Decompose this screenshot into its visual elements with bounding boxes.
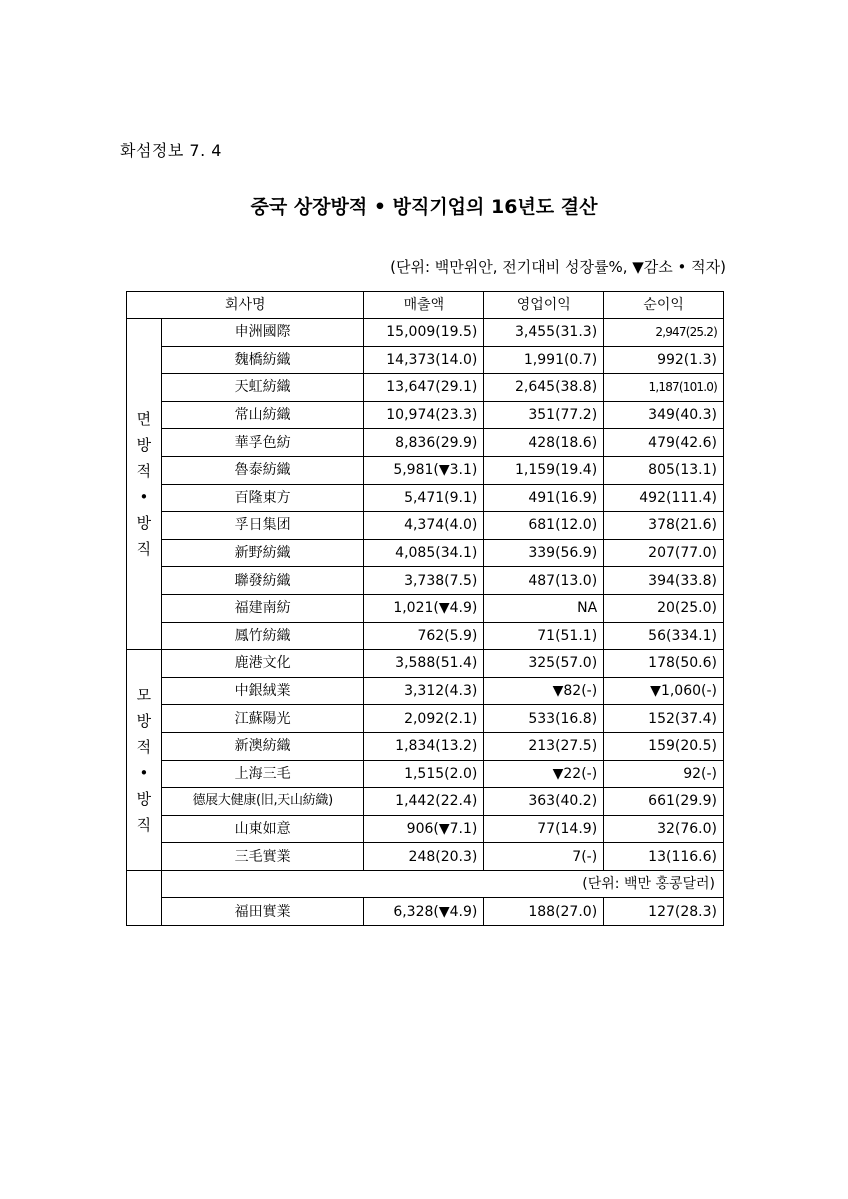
- sales-value: 1,834(13.2): [364, 732, 484, 760]
- operating-profit-value: 363(40.2): [484, 788, 604, 816]
- group-char: 방: [136, 790, 152, 808]
- operating-profit-value: 351(77.2): [484, 401, 604, 429]
- net-profit-value: 127(28.3): [604, 898, 724, 926]
- operating-profit-value: 1,159(19.4): [484, 456, 604, 484]
- net-profit-value: 178(50.6): [604, 650, 724, 678]
- sales-value: 13,647(29.1): [364, 374, 484, 402]
- results-table: [126, 291, 724, 926]
- group-char: 면: [136, 410, 152, 429]
- company-name: 德展大健康(旧,天山紡織): [161, 788, 364, 816]
- operating-profit-value: 491(16.9): [484, 484, 604, 512]
- sales-value: 3,738(7.5): [364, 567, 484, 595]
- company-name: 中銀絨業: [161, 677, 364, 705]
- sales-value: 906(▼7.1): [364, 815, 484, 843]
- sales-value: 1,442(22.4): [364, 788, 484, 816]
- operating-profit-value: NA: [484, 594, 604, 622]
- table-row: [127, 567, 724, 595]
- sales-value: 1,515(2.0): [364, 760, 484, 788]
- net-profit-value: 661(29.9): [604, 788, 724, 816]
- company-name: 上海三毛: [161, 760, 364, 788]
- net-profit-value: 207(77.0): [604, 539, 724, 567]
- net-profit-value: 20(25.0): [604, 594, 724, 622]
- net-profit-value: 152(37.4): [604, 705, 724, 733]
- company-name: 鹿港文化: [161, 650, 364, 678]
- table-row: [127, 429, 724, 457]
- group-char: 모: [136, 686, 152, 704]
- operating-profit-value: 428(18.6): [484, 429, 604, 457]
- company-name: 魏橋紡織: [161, 346, 364, 374]
- sales-value: 2,092(2.1): [364, 705, 484, 733]
- group-char: 적: [136, 462, 152, 481]
- table-row: [127, 594, 724, 622]
- company-name: 江蘇陽光: [161, 705, 364, 733]
- table-row: [127, 732, 724, 760]
- unit-note: (단위: 백만위안, 전기대비 성장률%, ▼감소 • 적자): [390, 258, 726, 276]
- group-char: •: [139, 764, 149, 782]
- sales-value: 10,974(23.3): [364, 401, 484, 429]
- operating-profit-value: 339(56.9): [484, 539, 604, 567]
- table-row: [127, 319, 724, 347]
- group-char: 직: [136, 816, 152, 834]
- company-name: 福建南紡: [161, 594, 364, 622]
- operating-profit-value: 2,645(38.8): [484, 374, 604, 402]
- header-operating: 영업이익: [484, 292, 604, 319]
- company-name: 福田實業: [161, 898, 364, 926]
- net-profit-value: 92(-): [604, 760, 724, 788]
- operating-profit-value: 77(14.9): [484, 815, 604, 843]
- group-char: 적: [136, 738, 152, 756]
- company-name: 新野紡織: [161, 539, 364, 567]
- company-name: 山東如意: [161, 815, 364, 843]
- operating-profit-value: 3,455(31.3): [484, 319, 604, 347]
- company-name: 新澳紡織: [161, 732, 364, 760]
- header-company: 회사명: [127, 292, 364, 319]
- group-char: 방: [136, 514, 152, 533]
- table-row: [127, 815, 724, 843]
- sales-value: 8,836(29.9): [364, 429, 484, 457]
- company-name: 孚日集团: [161, 512, 364, 540]
- net-profit-value: 479(42.6): [604, 429, 724, 457]
- sales-value: 15,009(19.5): [364, 319, 484, 347]
- cotton-group-label: [127, 319, 162, 650]
- company-name: 聯發紡織: [161, 567, 364, 595]
- sales-value: 762(5.9): [364, 622, 484, 650]
- wool-group-label: [127, 650, 162, 871]
- table-row: [127, 760, 724, 788]
- net-profit-value: ▼1,060(-): [604, 677, 724, 705]
- net-profit-value: 32(76.0): [604, 815, 724, 843]
- table-row: [127, 650, 724, 678]
- company-name: 華孚色紡: [161, 429, 364, 457]
- sales-value: 3,588(51.4): [364, 650, 484, 678]
- company-name: 申洲國際: [161, 319, 364, 347]
- company-name: 三毛實業: [161, 843, 364, 871]
- table-row: [127, 539, 724, 567]
- source-label: 화섬정보 7. 4: [120, 141, 222, 160]
- company-name: 鳳竹紡織: [161, 622, 364, 650]
- table-row: [127, 898, 724, 926]
- operating-profit-value: 188(27.0): [484, 898, 604, 926]
- page-title: 중국 상장방적 • 방직기업의 16년도 결산: [250, 196, 598, 218]
- net-profit-value: 2,947(25.2): [604, 319, 724, 347]
- sales-value: 14,373(14.0): [364, 346, 484, 374]
- operating-profit-value: 7(-): [484, 843, 604, 871]
- group-char: •: [139, 488, 149, 507]
- operating-profit-value: 533(16.8): [484, 705, 604, 733]
- group-char: 직: [136, 540, 152, 559]
- operating-profit-value: 1,991(0.7): [484, 346, 604, 374]
- sales-value: 3,312(4.3): [364, 677, 484, 705]
- sales-value: 4,374(4.0): [364, 512, 484, 540]
- operating-profit-value: 325(57.0): [484, 650, 604, 678]
- company-name: 魯泰紡織: [161, 456, 364, 484]
- table-row: [127, 456, 724, 484]
- net-profit-value: 56(334.1): [604, 622, 724, 650]
- net-profit-value: 159(20.5): [604, 732, 724, 760]
- table-row: [127, 401, 724, 429]
- sales-value: 4,085(34.1): [364, 539, 484, 567]
- operating-profit-value: 213(27.5): [484, 732, 604, 760]
- operating-profit-value: ▼22(-): [484, 760, 604, 788]
- operating-profit-value: 71(51.1): [484, 622, 604, 650]
- sales-value: 5,981(▼3.1): [364, 456, 484, 484]
- table-body: [127, 319, 724, 926]
- operating-profit-value: 487(13.0): [484, 567, 604, 595]
- company-name: 常山紡織: [161, 401, 364, 429]
- table-row: [127, 843, 724, 871]
- table-row: [127, 374, 724, 402]
- blank-group-cell: [127, 870, 162, 925]
- net-profit-value: 394(33.8): [604, 567, 724, 595]
- group-char: 방: [136, 436, 152, 455]
- hk-unit-row: [127, 870, 724, 898]
- table-row: [127, 484, 724, 512]
- sales-value: 248(20.3): [364, 843, 484, 871]
- hk-unit-note: (단위: 백만 홍콩달러): [161, 870, 723, 898]
- net-profit-value: 992(1.3): [604, 346, 724, 374]
- net-profit-value: 805(13.1): [604, 456, 724, 484]
- operating-profit-value: ▼82(-): [484, 677, 604, 705]
- sales-value: 6,328(▼4.9): [364, 898, 484, 926]
- sales-value: 5,471(9.1): [364, 484, 484, 512]
- net-profit-value: 378(21.6): [604, 512, 724, 540]
- table-row: [127, 622, 724, 650]
- table-row: [127, 788, 724, 816]
- header-row: [127, 292, 724, 319]
- company-name: 天虹紡織: [161, 374, 364, 402]
- table-row: [127, 512, 724, 540]
- table-row: [127, 705, 724, 733]
- net-profit-value: 13(116.6): [604, 843, 724, 871]
- sales-value: 1,021(▼4.9): [364, 594, 484, 622]
- net-profit-value: 492(111.4): [604, 484, 724, 512]
- operating-profit-value: 681(12.0): [484, 512, 604, 540]
- table-row: [127, 346, 724, 374]
- net-profit-value: 1,187(101.0): [604, 374, 724, 402]
- header-sales: 매출액: [364, 292, 484, 319]
- group-char: 방: [136, 712, 152, 730]
- company-name: 百隆東方: [161, 484, 364, 512]
- header-net: 순이익: [604, 292, 724, 319]
- table-row: [127, 677, 724, 705]
- net-profit-value: 349(40.3): [604, 401, 724, 429]
